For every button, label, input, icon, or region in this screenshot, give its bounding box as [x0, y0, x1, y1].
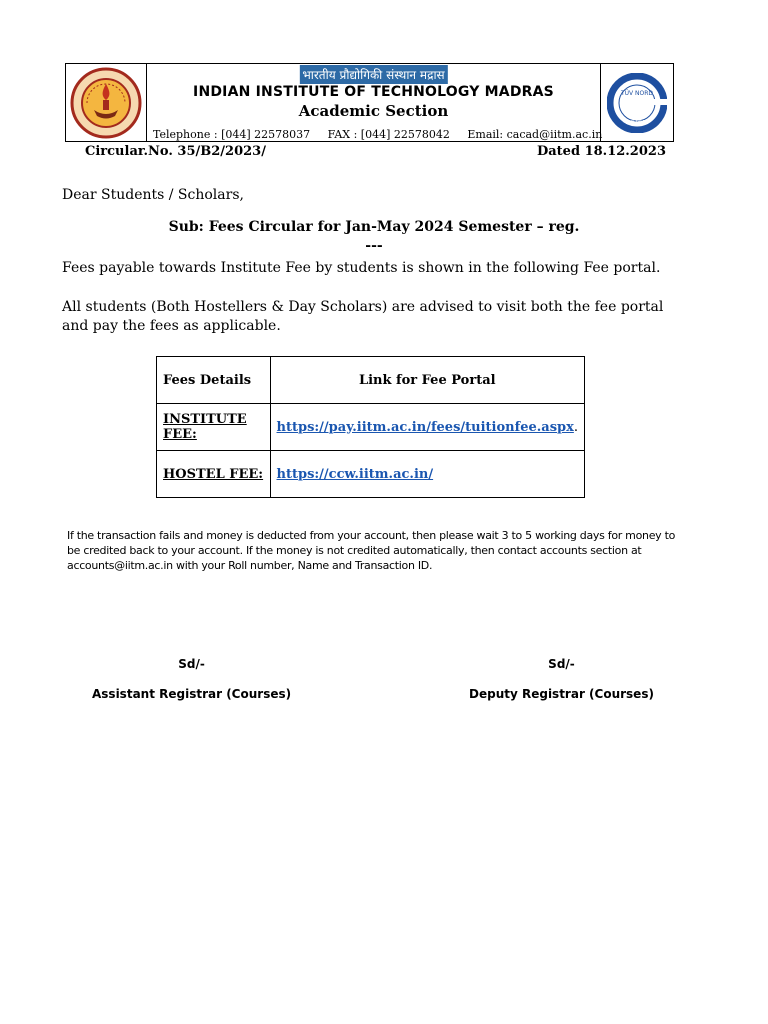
body-paragraph-1: Fees payable towards Institute Fee by students is shown in the following Fee portal. — [62, 260, 661, 276]
table-row — [157, 451, 585, 498]
signature-sd: Sd/- — [548, 657, 575, 671]
email: Email: cacad@iitm.ac.in — [467, 128, 603, 141]
circular-date: Dated 18.12.2023 — [536, 144, 666, 159]
signature-sd: Sd/- — [178, 657, 205, 671]
iitm-logo-icon — [69, 66, 143, 140]
tuv-iso-cert-icon — [607, 73, 667, 133]
body-paragraph-2: All students (Both Hostellers & Day Scholars) are advised to visit both the fee portal and pay the fees as applicable. — [62, 299, 664, 334]
header-link: Link for Fee Portal — [270, 357, 584, 404]
contact-line — [153, 128, 603, 141]
hostel-fee-link[interactable]: https://ccw.iitm.ac.in/ — [276, 466, 434, 482]
fax: FAX : [044] 22578042 — [327, 128, 450, 141]
link-suffix: . — [573, 419, 578, 435]
section-name: Academic Section — [298, 102, 449, 120]
institute-fee-link[interactable]: https://pay.iitm.ac.in/fees/tuitionfee.aspx — [276, 419, 574, 435]
signature-assistant-registrar — [92, 657, 291, 701]
cert-text: TÜV NORD — [620, 89, 654, 97]
subject-line: Sub: Fees Circular for Jan-May 2024 Semester – reg. — [168, 219, 580, 235]
signature-deputy-registrar — [469, 657, 654, 701]
cert-cell — [600, 64, 673, 141]
cert-iso: ISO 9001 — [625, 119, 649, 126]
subject-separator: --- — [365, 238, 383, 254]
letterhead-text — [147, 64, 603, 141]
letterhead — [65, 63, 674, 142]
transaction-note: If the transaction fails and money is deducted from your account, then please wait 3 to 5 working days for money to be credited back to your account. If the money is not credited automatically, then contact accounts section at accounts@iitm.ac.in with your Roll number, Name and Transaction ID. — [67, 529, 676, 572]
circular-number: Circular.No. 35/B2/2023/ — [85, 144, 266, 159]
logo-cell — [66, 64, 147, 141]
table-row — [157, 404, 585, 451]
header-fees-details: Fees Details — [157, 357, 271, 404]
salutation: Dear Students / Scholars, — [62, 187, 244, 203]
signature-title: Deputy Registrar (Courses) — [469, 687, 654, 701]
signature-title: Assistant Registrar (Courses) — [92, 687, 292, 701]
telephone: Telephone : [044] 22578037 — [153, 128, 311, 141]
table-header-row — [157, 357, 585, 404]
fee-portal-table — [156, 356, 585, 498]
institute-name: INDIAN INSTITUTE OF TECHNOLOGY MADRAS — [193, 84, 554, 100]
institute-fee-label: INSTITUTE FEE: — [163, 412, 247, 442]
hostel-fee-label: HOSTEL FEE: — [163, 466, 264, 482]
hindi-title: भारतीय प्रौद्योगिकी संस्थान मद्रास — [299, 65, 447, 84]
